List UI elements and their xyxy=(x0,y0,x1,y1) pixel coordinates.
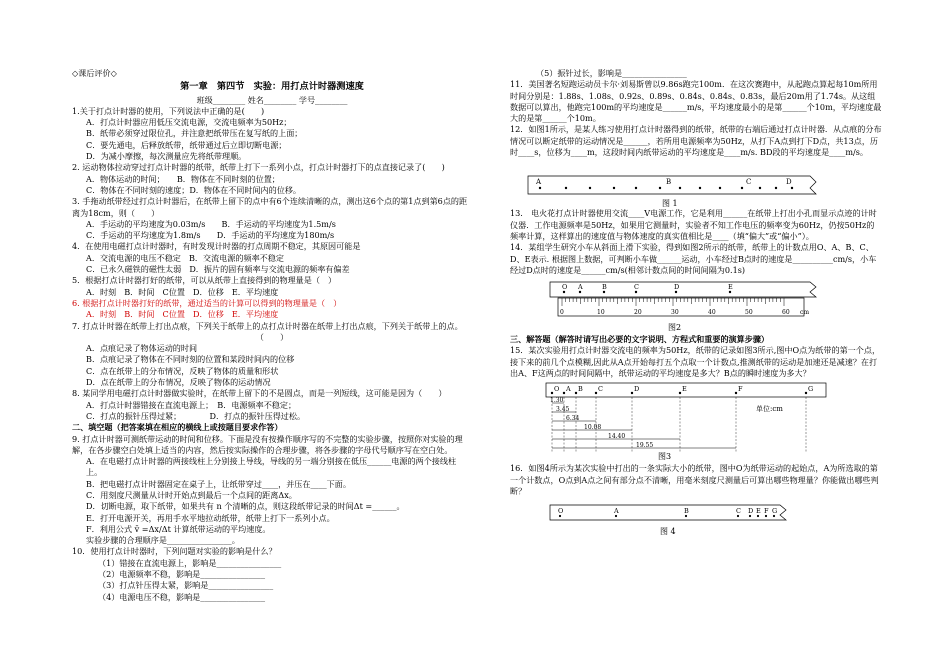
fig4-point-label: D xyxy=(748,507,754,516)
fig2-point xyxy=(675,291,677,293)
fig1-label-a: A xyxy=(536,178,542,187)
fig2-point-label: C xyxy=(634,283,639,292)
fig1-label-c: C xyxy=(746,178,752,187)
left-line-40: （1）错接在直流电源上，影响是________________ xyxy=(98,557,282,568)
fig1-dot xyxy=(679,187,681,189)
fig2-point-label: E xyxy=(728,283,733,292)
left-line-14: 4．在使用电磁打点计时器时，有时发现计时器的打点周期不稳定，其原因可能是 xyxy=(72,241,361,252)
left-line-30: 二、填空题（把答案填在相应的横线上或按题目要求作答） xyxy=(72,422,283,433)
tape-diagram-1 xyxy=(510,164,882,208)
sec3-line-0: 三、解答题（解答时请写出必要的文字说明、方程式和重要的演算步骤） xyxy=(510,334,770,345)
fig4-point-label: F xyxy=(764,507,769,516)
fig2-caption: 图2 xyxy=(668,323,682,333)
left-line-39: 10．使用打点计时器时，下列问题对实验的影响是什么？ xyxy=(72,546,277,557)
fig3-point-label: D xyxy=(634,385,640,394)
fig4-point-label: E xyxy=(756,507,761,516)
q16-line-0: 16．如图4所示为某次实验中打出的一条实际大小的纸带，图中O为纸带运动的起始点，A为所选取的第一个计数点，O点到A点之间有部分点不清晰，用毫米刻度尺测量后可算出哪些物理量？你能做出哪些判断？ xyxy=(510,463,879,496)
fig1-dot xyxy=(719,187,721,189)
right-top-questions xyxy=(510,68,882,158)
fig3-point-label: B xyxy=(578,385,583,394)
figure-4 xyxy=(510,501,882,537)
left-line-17: 5．根据打点计时器打好的纸带，可以从纸带上直接得到的物理量是（ ） xyxy=(72,275,337,286)
left-line-9: A．物体运动的时间； B．物体在不同时刻的位置； xyxy=(86,173,280,184)
fig3-point xyxy=(575,392,577,394)
fig3-unit: 单位:cm xyxy=(756,405,783,414)
left-line-8: 2. 运动物体拉动穿过打点计时器的纸带，纸带上打下一系列小点，打点计时器打下的点直接记录了( ) xyxy=(72,162,445,173)
section-three-questions xyxy=(510,334,882,379)
fig3-point xyxy=(805,392,807,394)
fig2-tick-label: 0 xyxy=(560,309,564,317)
fig1-dot xyxy=(565,187,567,189)
fig2-tick-label: 40 xyxy=(708,309,716,317)
fig3-measure: 1.30 xyxy=(550,397,564,405)
fig3-point xyxy=(631,392,633,394)
fig4-point-label: C xyxy=(736,507,741,516)
left-line-12: A．手运动的平均速度为0.03m/s B．手运动的平均速度为1.5m/s xyxy=(86,218,336,229)
fig3-point-label: C xyxy=(598,385,603,394)
fig1-dot xyxy=(759,187,761,189)
left-line-6: C．要先通电，后释放纸带，纸带通过后立即切断电源； xyxy=(86,139,287,150)
left-line-28: A．打点计时器错接在直流电源上； B．电源频率不稳定； xyxy=(86,399,297,410)
left-line-34: C．用刻度尺测量从计时开始点到最后一个点间的距离Δx。 xyxy=(86,489,297,500)
left-line-18: A．时刻 B．时间 C位置 D．位移 E．平均速度 xyxy=(86,286,279,297)
left-line-38: 实验步骤的合理顺序是________________。 xyxy=(86,535,240,546)
fig2-tick-label: 20 xyxy=(634,309,642,317)
left-line-32: A．在电磁打点计时器的两接线柱上分别接上导线，导线的另一端分别接在低压______电源的两个接线柱上。 xyxy=(86,456,457,478)
right-mid-questions xyxy=(510,208,882,276)
rtop-line-0: （5）振针过长，影响是________________ xyxy=(536,68,687,78)
fig1-dot xyxy=(775,187,777,189)
left-line-13: C．手运动的平均速度为1.8m/s D．手运动的平均速度为180m/s xyxy=(86,230,335,241)
fig3-point xyxy=(551,392,553,394)
fig2-point-label: A xyxy=(578,283,583,292)
fig1-dot xyxy=(791,187,793,189)
fig3-caption: 图3 xyxy=(658,452,672,462)
left-line-33: B．把电磁打点计时器固定在桌子上，让纸带穿过____，并压在____下面。 xyxy=(86,478,351,489)
figure-2 xyxy=(510,278,882,334)
left-line-43: （4）电源电压不稳，影响是________________ xyxy=(98,591,266,602)
fig3-point-label: G xyxy=(808,385,814,394)
question-16 xyxy=(510,463,882,497)
fig2-point-label: D xyxy=(674,283,680,292)
rmid-line-1: 14．某组学生研究小车从斜面上滑下实验，得到如图2所示的纸带，纸带上的计数点用O、A、B、C、D、E表示. 根据图上数据，可判断小车做______运动，小车经过B点时的速度是__________cm/s，小车经过D点时的速度是______cm/s(相邻计数点间的时间间隔为0.1s) xyxy=(510,242,877,275)
left-line-4: A．打点计时器应用低压交流电源，交流电频率为50Hz； xyxy=(86,117,292,128)
fig4-point-label: O xyxy=(558,507,564,516)
left-line-3: 1.关于打点计时器的使用，下列说法中正确的是( ) xyxy=(72,105,265,116)
fig1-dot xyxy=(741,187,743,189)
left-line-31: 9. 打点计时器可测纸带运动的时间和位移。下面是没有按操作顺序写的不完整的实验步骤，按照你对实验的理解，在各步骤空白处填上适当的内容，然后按实际操作的合理步骤，将各步骤的字母代号顺序写在空白处。 xyxy=(72,433,463,455)
left-line-23: A．点痕记录了物体运动的时间 xyxy=(86,343,198,354)
fig2-tick-label: 50 xyxy=(745,309,753,317)
fig2-point xyxy=(635,291,637,293)
fig4-point-label: G xyxy=(772,507,778,516)
fig1-label-b: B xyxy=(666,178,672,187)
fig2-tick-label: 30 xyxy=(671,309,679,317)
fig3-measure: 14.40 xyxy=(608,433,626,441)
rtop-line-1: 11．美国著名短跑运动员卡尔·刘易斯曾以9.86s跑完100m．在这次赛跑中，从起跑点算起每10m所用时间分别是：1.88s、1.08s、0.92s、0.89s、0.84s、0.84s、0.83s，最后20m用了1.74s。从这组数据可以算出，他跑完100m的平均速度是______m/s，平均速度最小的是第______个10m，平均速度最大的是第______个10m。 xyxy=(510,79,882,124)
left-line-24: B．点痕记录了物体在不同时刻的位置和某段时间内的位移 xyxy=(86,354,295,365)
fig2-point xyxy=(729,291,731,293)
fig1-dot xyxy=(613,187,615,189)
fig1-dot xyxy=(699,187,701,189)
fig3-measure: 3.45 xyxy=(556,406,570,414)
fig3-point xyxy=(563,392,565,394)
fig2-point-label: O xyxy=(562,283,568,292)
left-line-15: A．交流电源的电压不稳定 B．交流电源的频率不稳定 xyxy=(86,252,284,263)
left-line-0: ◇课后评价◇ xyxy=(72,68,117,78)
tape-diagram-3 xyxy=(510,381,882,463)
fig4-point xyxy=(773,515,775,517)
left-line-1: 第一章 第四节 实验：用打点计时器测速度 xyxy=(180,81,364,93)
left-line-7: D．为减小摩擦，每次测量应先将纸带理顺。 xyxy=(86,151,247,162)
left-line-20: A．时刻 B．时间 C位置 D．位移 E．平均速度 xyxy=(86,309,279,320)
fig3-point-label: O xyxy=(554,385,560,394)
left-line-2: 班级________ 姓名________ 学号________ xyxy=(196,94,348,105)
fig2-tick-label: 10 xyxy=(597,309,605,317)
fig4-point-label: A xyxy=(614,507,619,516)
fig2-point xyxy=(579,291,581,293)
left-line-26: D．点在纸带上的分布情况，反映了物体的运动情况 xyxy=(86,377,271,388)
left-line-21: 7. 打点计时器在纸带上打出点痕，下列关于纸带上的点打点计时器在纸带上打出点痕，下列关于纸带上的点。 xyxy=(72,320,463,331)
rtop-line-2: 12．如图1所示，是某人练习使用打点计时器得到的纸带，纸带的右端后通过打点计时器．从点痕的分布情况可以断定纸带的运动情况是______，若所用电源频率为50Hz，从打下A点到打下D点，共13点，历时____s，位移为____m，这段时间内纸带运动的平均速度是____m/s. BD段的平均速度是____m/s。 xyxy=(510,124,882,158)
fig4-point xyxy=(685,515,687,517)
left-line-16: C．已永久磁铁的磁性太弱 D．振片的固有频率与交流电源的频率有偏差 xyxy=(86,264,350,275)
fig4-point xyxy=(737,515,739,517)
fig4-point xyxy=(615,515,617,517)
fig4-point xyxy=(765,515,767,517)
fig2-point xyxy=(603,291,605,293)
left-line-27: 8. 某同学用电磁打点计时器做实验时，在纸带上留下的不是圆点，而是一列短线，这可能是因为（ ） xyxy=(72,388,447,399)
fig4-point xyxy=(749,515,751,517)
left-line-22: （ ） xyxy=(255,331,289,342)
left-line-41: （2）电源频率不稳，影响是________________ xyxy=(98,569,266,580)
left-line-36: E．打开电源开关，再用手水平地拉动纸带，纸带上打下一系列小点。 xyxy=(86,512,335,523)
figure-1 xyxy=(510,164,882,208)
fig1-caption: 图 1 xyxy=(662,199,678,209)
left-line-35: D．切断电源，取下纸带，如果共有 n 个清晰的点，则这段纸带记录的时间Δt =______。 xyxy=(86,501,405,512)
fig3-measure: 6.34 xyxy=(566,415,580,423)
left-line-10: C．物体在不同时刻的速度；D．物体在不同时间内的位移。 xyxy=(86,184,302,195)
fig1-label-d: D xyxy=(786,178,792,187)
fig3-point-label: A xyxy=(566,385,571,394)
left-line-42: （3）打点针压得太紧，影响是________________ xyxy=(98,580,274,591)
fig4-point xyxy=(757,515,759,517)
sec3-line-1: 15．某次实验用打点计时器交流电的频率为50Hz，纸带的记录如图3所示,图中O点为纸带的第一个点，接下来的前几个点模糊,因此从A点开始每打五个点取一个计数点,推测纸带的运动是加速还是减速？在打出A、F这两点的时间间隔中，纸带运动的平均速度是多大？B点的瞬时速度为多大？ xyxy=(510,345,881,379)
fig4-point xyxy=(559,515,561,517)
fig3-measure: 10.08 xyxy=(584,424,602,432)
fig3-point xyxy=(679,392,681,394)
left-column xyxy=(72,68,472,603)
fig1-dot xyxy=(635,187,637,189)
fig4-caption: 图 4 xyxy=(660,527,676,537)
fig1-dot xyxy=(539,187,541,189)
left-line-11: 3. 手拖动纸带经过打点计时器后，在纸带上留下的点中有6个连续清晰的点，测出这6个点的第1点到第6点的距离为18cm，则（ ） xyxy=(72,196,468,218)
fig3-point xyxy=(595,392,597,394)
rmid-line-0: 13. 电火花打点计时器使用交流____V电源工作，它是利用______在纸带上打出小孔而显示点迹的计时仪器．工作电源频率是50Hz，如果用它测量时，实验者不知工作电压的频率变为60Hz，仍按50Hz的频率计算，这样算出的速度值与物体速度的真实值相比是____（填“偏大”或“偏小”）。 xyxy=(510,208,877,241)
left-line-25: C．点在纸带上的分布情况，反映了物体的质量和形状 xyxy=(86,365,279,376)
figure-3 xyxy=(510,381,882,463)
fig4-point-label: B xyxy=(684,507,689,516)
tape-diagram-4 xyxy=(510,501,882,537)
left-line-37: F．利用公式 v̄ =Δx/Δt 计算纸带运动的平均速度。 xyxy=(86,523,271,534)
fig1-dot xyxy=(659,187,661,189)
left-line-19: 6. 根据打点计时器打好的纸带，通过适当的计算可以得到的物理量是（ ） xyxy=(72,297,342,308)
fig3-point xyxy=(735,392,737,394)
fig2-point xyxy=(563,291,565,293)
left-line-5: B．纸带必须穿过限位孔，并注意把纸带压在复写纸的上面； xyxy=(86,128,303,139)
fig3-point-label: F xyxy=(738,385,743,394)
fig2-point-label: B xyxy=(602,283,607,292)
fig1-dot xyxy=(589,187,591,189)
fig2-tick-label: 60 xyxy=(782,309,790,317)
fig3-measure: 19.55 xyxy=(636,442,654,450)
fig3-point-label: E xyxy=(682,385,687,394)
ruler-diagram-2 xyxy=(510,278,882,334)
right-column xyxy=(510,68,882,537)
fig2-tick-label: cm xyxy=(800,309,810,317)
left-line-29: C．打点的振针压得过紧； D．打点的振针压得过松。 xyxy=(86,410,306,421)
